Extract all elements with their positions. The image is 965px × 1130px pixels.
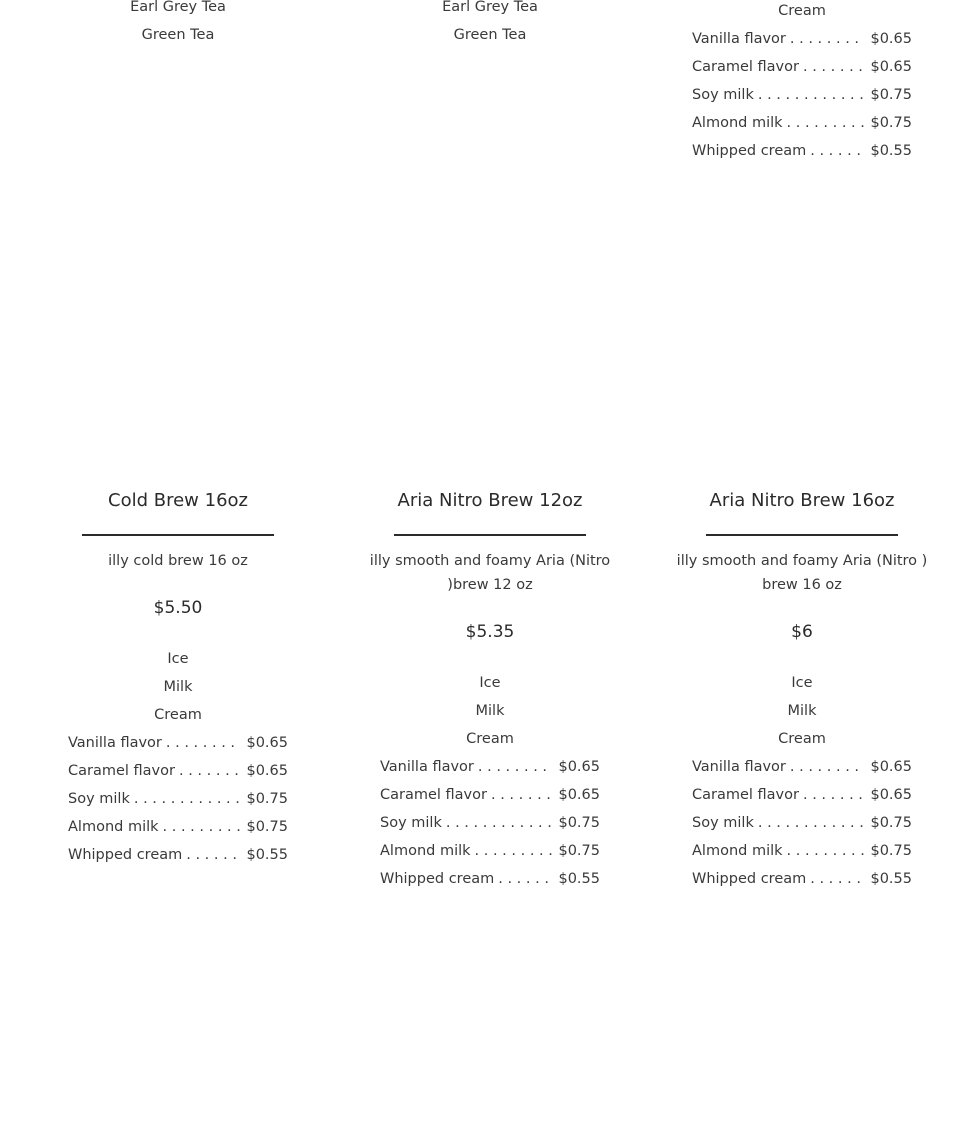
addon-price: $0.75 [870, 843, 912, 859]
addon-row [68, 729, 288, 757]
dot-leader [758, 809, 865, 837]
option-ice: Ice [479, 675, 501, 691]
option-cream: Cream [778, 3, 826, 19]
addon-price: $0.65 [246, 735, 288, 751]
title-divider [394, 534, 586, 536]
dot-leader [179, 757, 241, 785]
addon-list [380, 753, 600, 893]
addon-name: Whipped cream [380, 871, 495, 887]
addon-row [380, 781, 600, 809]
addon-name: Almond milk [68, 819, 159, 835]
item-title: Cold Brew 16oz [108, 490, 248, 511]
addon-row [380, 837, 600, 865]
addon-price: $0.65 [558, 759, 600, 775]
addon-name: Whipped cream [692, 143, 807, 159]
tea-option: Green Tea [453, 27, 527, 43]
dot-leader [186, 841, 240, 869]
addon-name: Soy milk [380, 815, 442, 831]
addon-name: Caramel flavor [380, 787, 487, 803]
dot-leader [810, 865, 864, 893]
tea-option: Earl Grey Tea [442, 0, 538, 15]
addon-price: $0.75 [558, 843, 600, 859]
addon-name: Vanilla flavor [692, 759, 786, 775]
addon-price: $0.55 [246, 847, 288, 863]
item-title: Aria Nitro Brew 16oz [709, 490, 895, 511]
addon-row [380, 753, 600, 781]
addon-row [68, 813, 288, 841]
addon-row [692, 753, 912, 781]
addon-price: $0.65 [558, 787, 600, 803]
addon-price: $0.65 [870, 759, 912, 775]
addon-name: Almond milk [692, 843, 783, 859]
dot-leader [475, 837, 553, 865]
addon-list [692, 753, 912, 893]
addon-list [68, 729, 288, 869]
addon-name: Vanilla flavor [692, 31, 786, 47]
option-cream: Cream [778, 731, 826, 747]
item-price: $6 [791, 622, 813, 642]
item-description-line-1: illy smooth and foamy Aria (Nitro [369, 553, 611, 569]
addon-row [380, 865, 600, 893]
dot-leader [134, 785, 241, 813]
addon-name: Vanilla flavor [68, 735, 162, 751]
tea-option: Green Tea [141, 27, 215, 43]
item-description-line-2: brew 16 oz [762, 577, 842, 593]
addon-row [68, 757, 288, 785]
menu-item-aria-nitro-brew-16oz [652, 0, 952, 1130]
item-description-line-2: )brew 12 oz [447, 577, 533, 593]
addon-price: $0.75 [870, 815, 912, 831]
option-ice: Ice [167, 651, 189, 667]
dot-leader [498, 865, 552, 893]
dot-leader [166, 729, 241, 757]
item-title: Aria Nitro Brew 12oz [397, 490, 583, 511]
addon-row [692, 809, 912, 837]
option-milk: Milk [475, 703, 505, 719]
addon-name: Soy milk [68, 791, 130, 807]
option-cream: Cream [154, 707, 202, 723]
option-milk: Milk [163, 679, 193, 695]
option-milk: Milk [787, 703, 817, 719]
addon-price: $0.75 [246, 791, 288, 807]
addon-row [692, 781, 912, 809]
addon-name: Caramel flavor [68, 763, 175, 779]
dot-leader [478, 753, 553, 781]
addon-name: Almond milk [692, 115, 783, 131]
dot-leader [163, 813, 241, 841]
addon-price: $0.75 [870, 87, 912, 103]
addon-row [692, 837, 912, 865]
addon-price: $0.75 [870, 115, 912, 131]
addon-row [380, 809, 600, 837]
item-price: $5.35 [465, 622, 515, 642]
title-divider [706, 534, 898, 536]
addon-price: $0.65 [246, 763, 288, 779]
addon-price: $0.65 [870, 787, 912, 803]
dot-leader [803, 781, 865, 809]
tea-option: Earl Grey Tea [130, 0, 226, 15]
addon-name: Caramel flavor [692, 787, 799, 803]
addon-name: Whipped cream [692, 871, 807, 887]
addon-name: Whipped cream [68, 847, 183, 863]
addon-row [692, 865, 912, 893]
addon-row [68, 785, 288, 813]
dot-leader [491, 781, 553, 809]
menu-item-cold-brew-16oz [28, 0, 328, 1130]
addon-price: $0.55 [870, 871, 912, 887]
menu-item-aria-nitro-brew-12oz [340, 0, 640, 1130]
title-divider [82, 534, 274, 536]
item-description: illy cold brew 16 oz [108, 553, 248, 569]
dot-leader [790, 753, 865, 781]
addon-name: Soy milk [692, 87, 754, 103]
addon-name: Almond milk [380, 843, 471, 859]
option-cream: Cream [466, 731, 514, 747]
item-description-line-1: illy smooth and foamy Aria (Nitro ) [676, 553, 928, 569]
addon-price: $0.55 [870, 143, 912, 159]
dot-leader [446, 809, 553, 837]
item-price: $5.50 [153, 598, 203, 618]
addon-price: $0.65 [870, 31, 912, 47]
addon-price: $0.75 [558, 815, 600, 831]
addon-name: Caramel flavor [692, 59, 799, 75]
addon-price: $0.75 [246, 819, 288, 835]
addon-price: $0.55 [558, 871, 600, 887]
option-ice: Ice [791, 675, 813, 691]
addon-row [68, 841, 288, 869]
dot-leader [787, 837, 865, 865]
addon-name: Soy milk [692, 815, 754, 831]
addon-name: Vanilla flavor [380, 759, 474, 775]
addon-price: $0.65 [870, 59, 912, 75]
